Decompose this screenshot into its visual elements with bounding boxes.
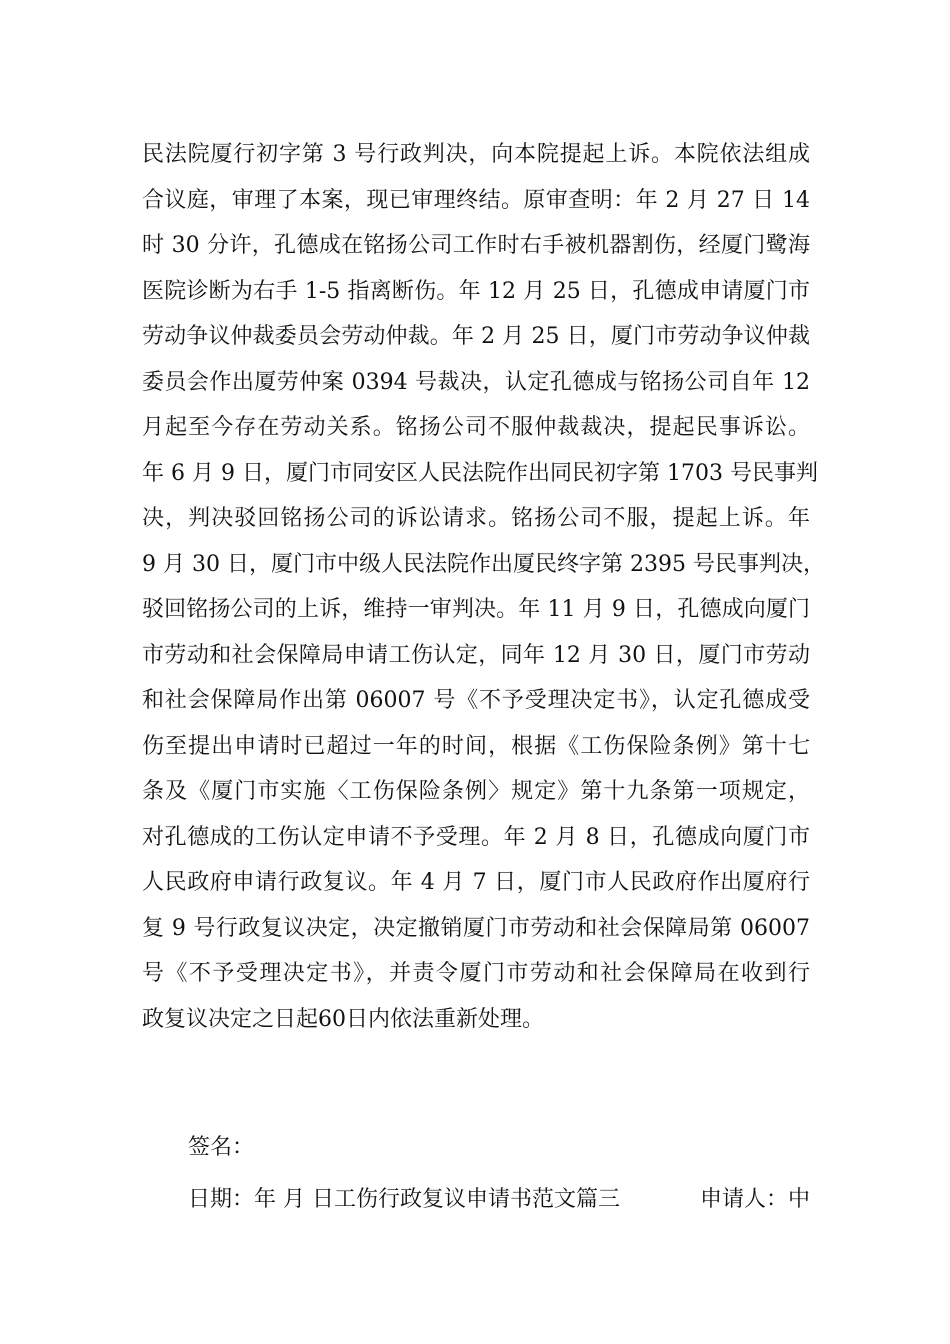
paragraph-line: 条及《厦门市实施〈工伤保险条例〉规定》第十九条第一项规定， <box>142 779 810 804</box>
paragraph-line: 年 6 月 9 日，厦门市同安区人民法院作出同民初字第 1703 号民事判 <box>142 460 818 486</box>
paragraph-line: 和社会保障局作出第 06007 号《不予受理决定书》，认定孔德成受 <box>142 688 810 713</box>
paragraph-line: 伤至提出申请时已超过一年的时间，根据《工伤保险条例》第十七 <box>142 733 810 759</box>
paragraph-line: 政复议决定之日起60日内依法重新处理。 <box>142 1006 544 1032</box>
paragraph-line: 9 月 30 日，厦门市中级人民法院作出厦民终字第 2395 号民事判决， <box>142 551 825 577</box>
paragraph-line: 合议庭，审理了本案，现已审理终结。原审查明：年 2 月 27 日 14 <box>142 187 810 213</box>
paragraph-line: 民法院厦行初字第 3 号行政判决，向本院提起上诉。本院依法组成 <box>142 142 810 167</box>
paragraph-line: 驳回铭扬公司的上诉，维持一审判决。年 11 月 9 日，孔德成向厦门 <box>142 597 810 622</box>
paragraph-line: 医院诊断为右手 1-5 指离断伤。年 12 月 25 日，孔德成申请厦门市 <box>142 278 810 304</box>
paragraph-line: 复 9 号行政复议决定，决定撤销厦门市劳动和社会保障局第 06007 <box>142 915 810 941</box>
paragraph-line: 决，判决驳回铭扬公司的诉讼请求。铭扬公司不服，提起上诉。年 <box>142 506 810 531</box>
paragraph-line: 对孔德成的工伤认定申请不予受理。年 2 月 8 日，孔德成向厦门市 <box>142 824 810 850</box>
date-text: 日期：年 月 日工伤行政复议申请书范文篇三 <box>188 1187 620 1212</box>
paragraph-line: 市劳动和社会保障局申请工伤认定，同年 12 月 30 日，厦门市劳动 <box>142 642 810 668</box>
paragraph-line: 劳动争议仲裁委员会劳动仲裁。年 2 月 25 日，厦门市劳动争议仲裁 <box>142 324 810 349</box>
paragraph-line: 月起至今存在劳动关系。铭扬公司不服仲裁裁决，提起民事诉讼。 <box>142 415 810 440</box>
signature-label: 签名： <box>188 1135 255 1160</box>
applicant-text: 申请人：中 <box>699 1187 810 1212</box>
document-body-paragraph <box>142 132 825 1042</box>
paragraph-line: 人民政府申请行政复议。年 4 月 7 日，厦门市人民政府作出厦府行 <box>142 870 810 895</box>
paragraph-line: 号《不予受理决定书》，并责令厦门市劳动和社会保障局在收到行 <box>142 961 810 986</box>
date-line <box>188 1180 810 1220</box>
paragraph-line: 时 30 分许，孔德成在铭扬公司工作时右手被机器割伤，经厦门鹭海 <box>142 233 810 258</box>
paragraph-line: 委员会作出厦劳仲案 0394 号裁决，认定孔德成与铭扬公司自年 12 <box>142 369 810 395</box>
